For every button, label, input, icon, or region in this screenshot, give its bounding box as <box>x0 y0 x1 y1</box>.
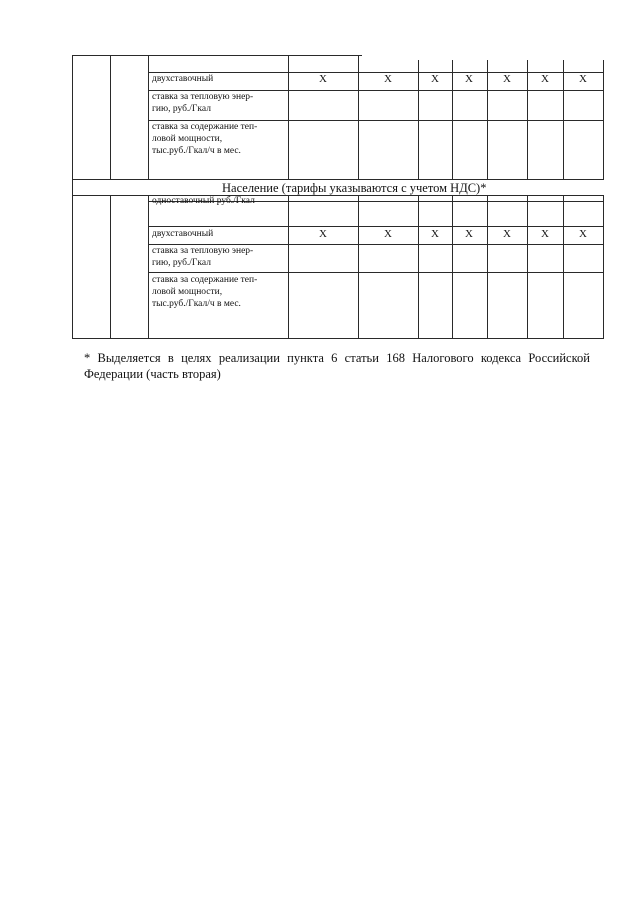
section-title-population: Население (тарифы указываются с учетом НДС)* <box>222 181 487 195</box>
table-line <box>358 55 359 179</box>
table-line <box>358 195 359 339</box>
x-mark: X <box>541 73 549 85</box>
table-line <box>148 90 604 91</box>
row-label-two-part: двухставочный <box>152 74 214 84</box>
table-line <box>72 55 362 56</box>
x-mark: X <box>465 73 473 85</box>
row-label-capacity-rate: тыс.руб./Гкал/ч в мес. <box>152 299 241 309</box>
table-line <box>148 120 604 121</box>
row-label-capacity-rate: тыс.руб./Гкал/ч в мес. <box>152 146 241 156</box>
x-mark: X <box>503 73 511 85</box>
table-line <box>148 55 149 179</box>
table-line <box>418 195 419 339</box>
table-line <box>527 195 528 339</box>
row-label-energy-rate: ставка за тепловую энер- <box>152 92 254 102</box>
table-line <box>563 60 564 179</box>
table-line <box>563 195 564 339</box>
row-label-capacity-rate: ставка за содержание теп- <box>152 122 258 132</box>
x-mark: X <box>319 228 327 240</box>
row-label-single-part: одноставочный руб./Гкал <box>152 196 255 206</box>
table-line <box>418 60 419 179</box>
table-line <box>452 60 453 179</box>
x-mark: X <box>465 228 473 240</box>
x-mark: X <box>541 228 549 240</box>
table-line <box>452 195 453 339</box>
row-label-energy-rate: ставка за тепловую энер- <box>152 246 254 256</box>
row-label-energy-rate: гию, руб./Гкал <box>152 258 211 268</box>
x-mark: X <box>431 73 439 85</box>
table-line <box>487 60 488 179</box>
table-line <box>603 195 604 339</box>
table-line <box>603 60 604 179</box>
x-mark: X <box>579 73 587 85</box>
table-line <box>148 226 604 227</box>
table-line <box>72 55 73 339</box>
table-line <box>148 72 604 73</box>
x-mark: X <box>384 228 392 240</box>
row-label-capacity-rate: ловой мощности, <box>152 134 223 144</box>
x-mark: X <box>503 228 511 240</box>
table-line <box>148 244 604 245</box>
table-line <box>148 272 604 273</box>
table-line <box>148 195 149 339</box>
table-line <box>110 195 111 339</box>
x-mark: X <box>384 73 392 85</box>
x-mark: X <box>579 228 587 240</box>
table-line <box>72 179 604 180</box>
row-label-capacity-rate: ставка за содержание теп- <box>152 275 258 285</box>
table-line <box>72 338 604 339</box>
footnote: * Выделяется в целях реализации пункта 6 статьи 168 Налогового кодекса Российской Федерации (часть вторая) <box>84 351 590 381</box>
table-line <box>110 55 111 179</box>
table-line <box>288 195 289 339</box>
x-mark: X <box>431 228 439 240</box>
table-line <box>288 55 289 179</box>
x-mark: X <box>319 73 327 85</box>
row-label-two-part: двухставочный <box>152 229 214 239</box>
row-label-capacity-rate: ловой мощности, <box>152 287 223 297</box>
table-line <box>527 60 528 179</box>
table-line <box>487 195 488 339</box>
row-label-energy-rate: гию, руб./Гкал <box>152 104 211 114</box>
